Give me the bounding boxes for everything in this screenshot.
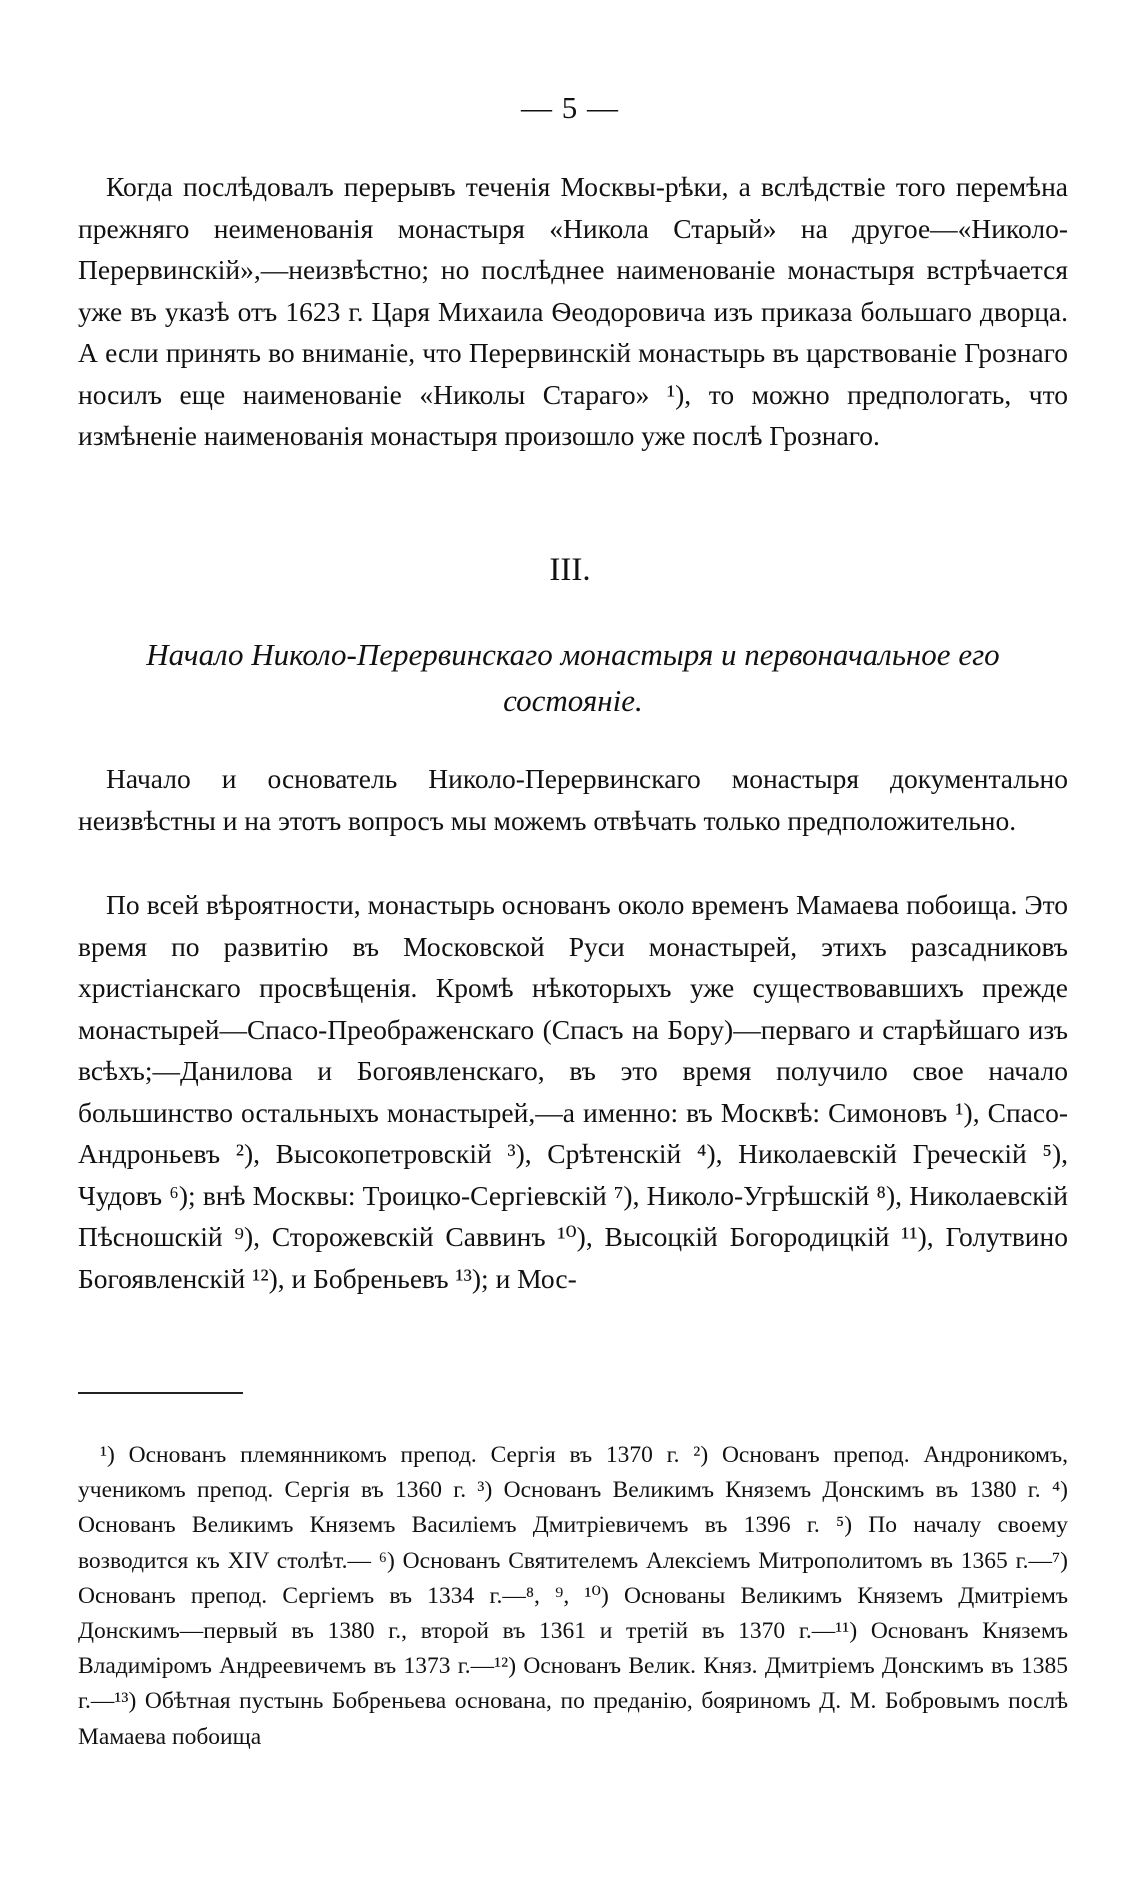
section-number: III. — [549, 552, 591, 588]
footnote-divider — [78, 1392, 243, 1394]
section-title: Начало Николо-Перервинскаго монастыря и первоначальное его состояніе. — [146, 637, 1000, 718]
footnotes: ¹) Основанъ племянникомъ препод. Сергія въ 1370 г. ²) Основанъ препод. Андроникомъ, ученикомъ препод. Сергія въ 1360 г. ³) Основанъ Великимъ Княземъ Донскимъ въ 1380 г. ⁴) Основанъ Великимъ Княземъ Василіемъ Дмитріевичемъ въ 1396 г. ⁵) По началу своему возводится къ XIV столѣт.— ⁶) Основанъ Святителемъ Алексіемъ Митрополитомъ въ 1365 г.—⁷) Основанъ препод. Сергіемъ въ 1334 г.—⁸, ⁹, ¹⁰) Основаны Великимъ Княземъ Дмитріемъ Донскимъ—первый въ 1380 г., второй въ 1361 и третій въ 1370 г.—¹¹) Основанъ Княземъ Владиміромъ Андреевичемъ въ 1373 г.—¹²) Основанъ Велик. Княз. Дмитріемъ Донскимъ въ 1385 г.—¹³) Обѣтная пустынь Бобреньева основана, по преданію, бояриномъ Д. М. Бобровымъ послѣ Мамаева побоища — [78, 1442, 1068, 1750]
paragraph-3: По всей вѣроятности, монастырь основанъ около временъ Мамаева побоища. Это время по развитію въ Московской Руси монастырей, этихъ разсадниковъ христіанскаго просвѣщенія. Кромѣ нѣкоторыхъ уже существовавшихъ прежде монастырей—Спасо-Преображенскаго (Спасъ на Бору)—перваго и старѣйшаго изъ всѣхъ;—Данилова и Богоявленскаго, въ это время получило свое начало большинство остальныхъ монастырей,—а именно: въ Москвѣ: Симоновъ ¹), Спасо-Андроньевъ ²), Высокопетровскій ³), Срѣтенскій ⁴), Николаевскій Греческій ⁵), Чудовъ ⁶); внѣ Москвы: Троицко-Сергіевскій ⁷), Николо-Угрѣшскій ⁸), Николаевскій Пѣсношскій ⁹), Сторожевскій Саввинъ ¹⁰), Высоцкій Богородицкій ¹¹), Голутвино Богоявленскій ¹²), и Бобреньевъ ¹³); и Мос- — [78, 889, 1068, 1294]
paragraph-2: Начало и основатель Николо-Перервинскаго монастыря документально неизвѣстны и на этотъ вопросъ мы можемъ отвѣчать только предположительно. — [78, 763, 1068, 836]
page-number: — 5 — — [521, 90, 619, 125]
paragraph-1: Когда послѣдовалъ перерывъ теченія Москвы-рѣки, а вслѣдствіе того перемѣна прежняго неименованія монастыря «Никола Старый» на другое—«Николо-Перервинскій»,—неизвѣстно; но послѣднее наименованіе монастыря встрѣчается уже въ указѣ отъ 1623 г. Царя Михаила Ѳеодоровича изъ приказа большаго дворца. А если принять во вниманіе, что Перервинскій монастырь въ царствованіе Грознаго носилъ еще наименованіе «Николы Стараго» ¹), то можно предпологать, что измѣненіе наименованія монастыря произошло уже послѣ Грознаго. — [78, 171, 1068, 451]
